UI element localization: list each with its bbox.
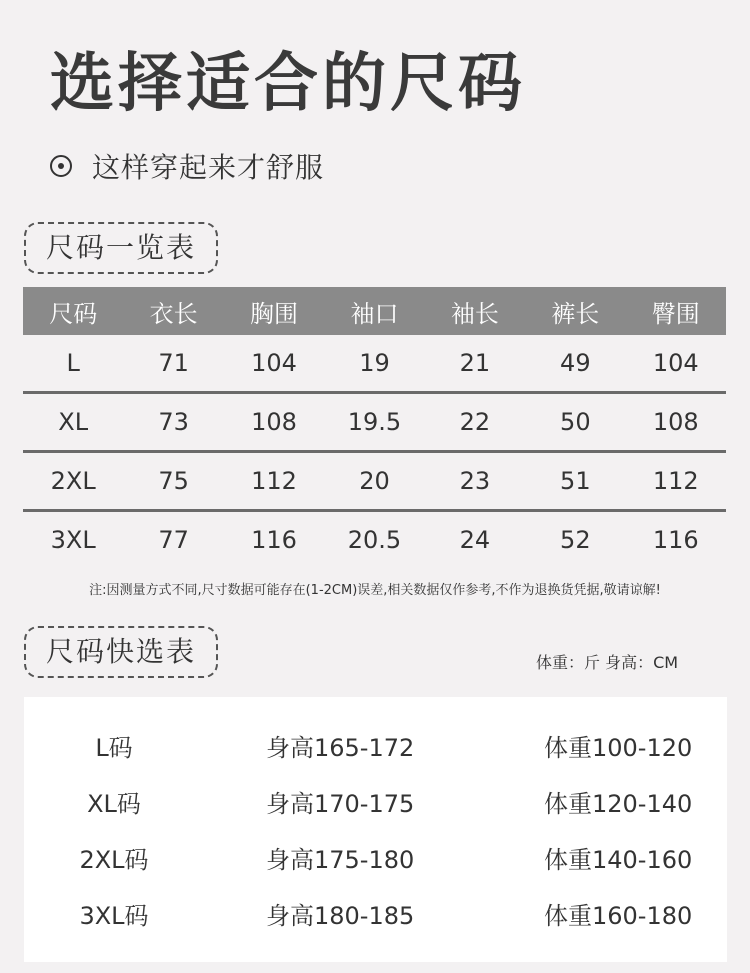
table-cell: 116 — [626, 511, 726, 569]
quick-weight: 体重100-120 — [544, 734, 693, 762]
table-cell: 2XL — [23, 452, 123, 511]
table-row — [23, 511, 726, 569]
column-header: 臀围 — [626, 287, 726, 335]
column-header: 衣长 — [123, 287, 223, 335]
quick-size: 2XL码 — [79, 846, 149, 874]
table-cell: 104 — [251, 349, 297, 377]
table-cell: 49 — [560, 349, 591, 377]
list-item — [24, 720, 727, 776]
column-header: 袖口 — [324, 287, 424, 335]
page-title: 选择适合的尺码 — [50, 47, 526, 121]
quick-weight: 体重120-140 — [544, 790, 693, 818]
quick-chart-panel — [24, 697, 727, 962]
units-label: 体重：斤 身高：CM — [536, 653, 679, 672]
table-cell: 73 — [123, 393, 223, 452]
table-cell: 21 — [459, 349, 491, 377]
list-item — [24, 832, 727, 888]
table-cell: 71 — [158, 349, 189, 377]
table-cell: 20.5 — [324, 511, 424, 569]
table-cell: 50 — [525, 393, 625, 452]
table-row — [23, 393, 726, 452]
table-cell: 51 — [525, 452, 625, 511]
subtitle-row — [50, 146, 324, 186]
table-cell: 108 — [626, 393, 726, 452]
table-cell: XL — [23, 393, 123, 452]
quick-height: 身高180-185 — [266, 902, 415, 930]
column-header: 袖长 — [425, 287, 525, 335]
table-cell: 22 — [425, 393, 525, 452]
table-cell: 19 — [359, 349, 390, 377]
column-header: 胸围 — [224, 287, 324, 335]
table-cell: 20 — [324, 452, 424, 511]
table-cell: 3XL — [23, 511, 123, 569]
list-item — [24, 888, 727, 944]
subtitle: 这样穿起来才舒服 — [92, 151, 325, 184]
quick-size: 3XL码 — [79, 902, 149, 930]
quick-height: 身高170-175 — [266, 790, 415, 818]
table-cell: 75 — [123, 452, 223, 511]
quick-size: L码 — [95, 734, 133, 762]
table-row — [23, 335, 726, 393]
table-cell: 108 — [224, 393, 324, 452]
table-cell: 19.5 — [324, 393, 424, 452]
quick-weight: 体重160-180 — [544, 902, 693, 930]
table-cell: 116 — [224, 511, 324, 569]
table-cell: 24 — [425, 511, 525, 569]
size-table — [23, 287, 726, 568]
quick-size: XL码 — [87, 790, 141, 818]
table-cell: 112 — [224, 452, 324, 511]
size-chart-tag: 尺码一览表 — [24, 222, 218, 274]
quick-weight: 体重140-160 — [544, 846, 693, 874]
column-header: 裤长 — [525, 287, 625, 335]
list-item — [24, 776, 727, 832]
table-cell: 112 — [626, 452, 726, 511]
table-cell: L — [66, 349, 80, 377]
column-header: 尺码 — [23, 287, 123, 335]
target-circle-icon — [50, 155, 72, 177]
table-cell: 77 — [123, 511, 223, 569]
table-header-row — [23, 287, 726, 335]
quick-height: 身高165-172 — [266, 734, 415, 762]
table-cell: 52 — [525, 511, 625, 569]
quick-chart-tag: 尺码快选表 — [24, 626, 218, 678]
table-cell: 23 — [425, 452, 525, 511]
quick-height: 身高175-180 — [266, 846, 415, 874]
table-cell: 104 — [652, 349, 699, 377]
table-row — [23, 452, 726, 511]
disclaimer-note: 注:因测量方式不同,尺寸数据可能存在(1-2CM)误差,相关数据仅作参考,不作为退换货凭据,敬请谅解! — [89, 583, 661, 598]
